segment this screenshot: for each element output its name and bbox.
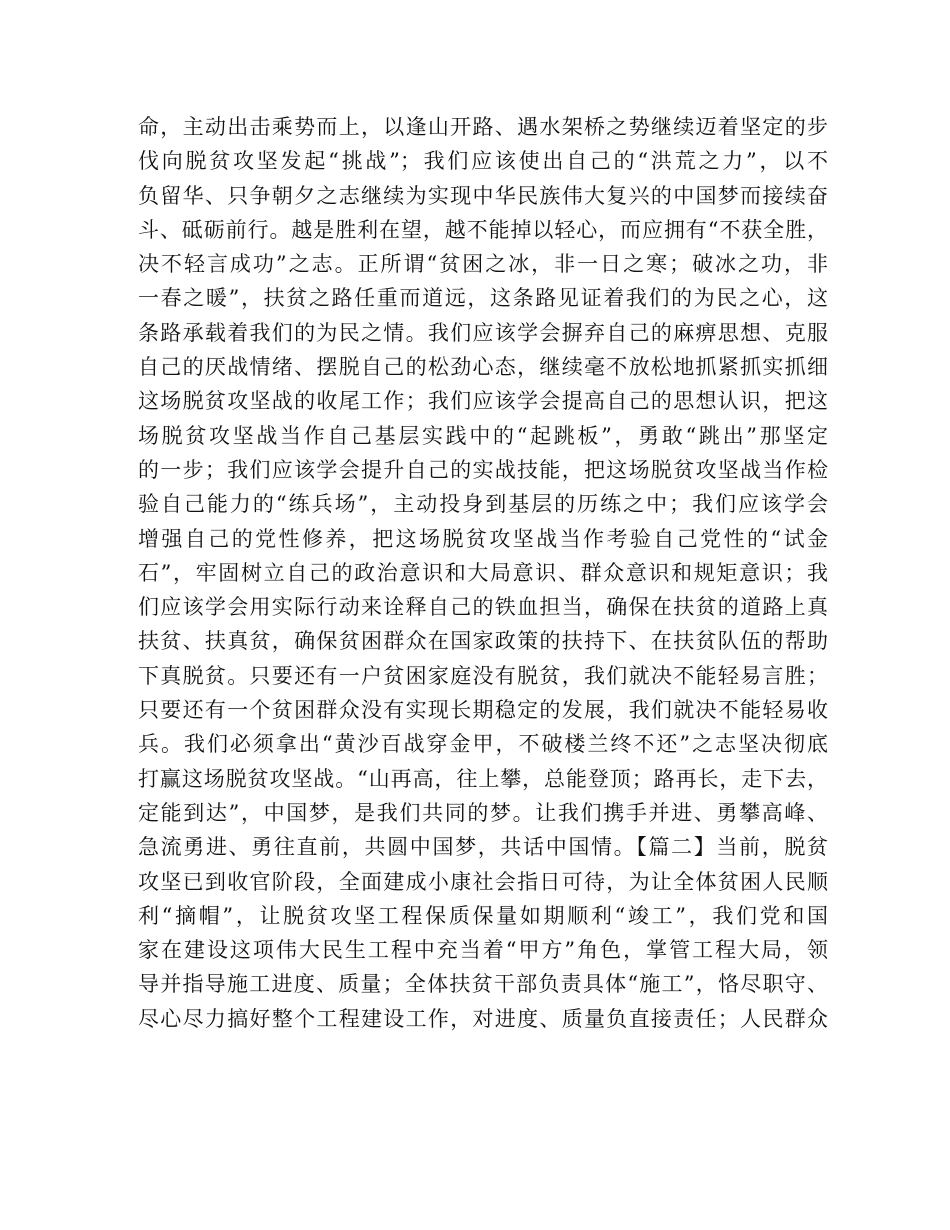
text-line: 增强自己的党性修养，把这场脱贫攻坚战当作考验自己党性的“试金 [138,526,828,551]
text-line: 们应该学会用实际行动来诠释自己的铁血担当，确保在扶贫的道路上真 [138,595,828,620]
text-line: 兵。我们必须拿出“黄沙百战穿金甲，不破楼兰终不还”之志坚决彻底 [138,732,828,757]
text-line: 急流勇进、勇往直前，共圆中国梦，共话中国情。【篇二】当前，脱贫 [138,835,828,860]
text-line: 定能到达”，中国梦，是我们共同的梦。让我们携手并进、勇攀高峰、 [138,800,828,825]
text-line: 负留华、只争朝夕之志继续为实现中华民族伟大复兴的中国梦而接续奋 [138,183,828,208]
text-line: 攻坚已到收官阶段，全面建成小康社会指日可待，为让全体贫困人民顺 [138,869,828,894]
text-line: 验自己能力的“练兵场”，主动投身到基层的历练之中；我们应该学会 [138,492,828,517]
text-line: 自己的厌战情绪、摆脱自己的松劲心态，继续毫不放松地抓紧抓实抓细 [138,355,828,380]
text-line: 只要还有一个贫困群众没有实现长期稳定的发展，我们就决不能轻易收 [138,698,828,723]
text-line: 扶贫、扶真贫，确保贫困群众在国家政策的扶持下、在扶贫队伍的帮助 [138,629,828,654]
text-line: 石”，牢固树立自己的政治意识和大局意识、群众意识和规矩意识；我 [138,560,828,585]
text-line: 条路承载着我们的为民之情。我们应该学会摒弃自己的麻痹思想、克服 [138,320,828,345]
text-line: 斗、砥砺前行。越是胜利在望，越不能掉以轻心，而应拥有“不获全胜， [138,217,828,242]
body-text [138,110,828,1036]
text-line: 伐向脱贫攻坚发起“挑战”；我们应该使出自己的“洪荒之力”，以不 [138,149,828,174]
text-line: 导并指导施工进度、质量；全体扶贫干部负责具体“施工”，恪尽职守、 [138,972,828,997]
text-line: 这场脱贫攻坚战的收尾工作；我们应该学会提高自己的思想认识，把这 [138,389,828,414]
text-line: 尽心尽力搞好整个工程建设工作，对进度、质量负直接责任；人民群众 [138,1006,828,1031]
text-line: 打赢这场脱贫攻坚战。“山再高，往上攀，总能登顶；路再长，走下去， [138,766,828,791]
text-line: 决不轻言成功”之志。正所谓“贫困之冰，非一日之寒；破冰之功，非 [138,252,828,277]
text-line: 利“摘帽”，让脱贫攻坚工程保质保量如期顺利“竣工”，我们党和国 [138,903,828,928]
text-line: 的一步；我们应该学会提升自己的实战技能，把这场脱贫攻坚战当作检 [138,457,828,482]
text-line: 家在建设这项伟大民生工程中充当着“甲方”角色，掌管工程大局，领 [138,938,828,963]
text-line: 下真脱贫。只要还有一户贫困家庭没有脱贫，我们就决不能轻易言胜； [138,663,828,688]
text-line: 一春之暖”，扶贫之路任重而道远，这条路见证着我们的为民之心，这 [138,286,828,311]
text-line: 场脱贫攻坚战当作自己基层实践中的“起跳板”，勇敢“跳出”那坚定 [138,423,828,448]
text-line: 命，主动出击乘势而上，以逢山开路、遇水架桥之势继续迈着坚定的步 [138,115,828,139]
